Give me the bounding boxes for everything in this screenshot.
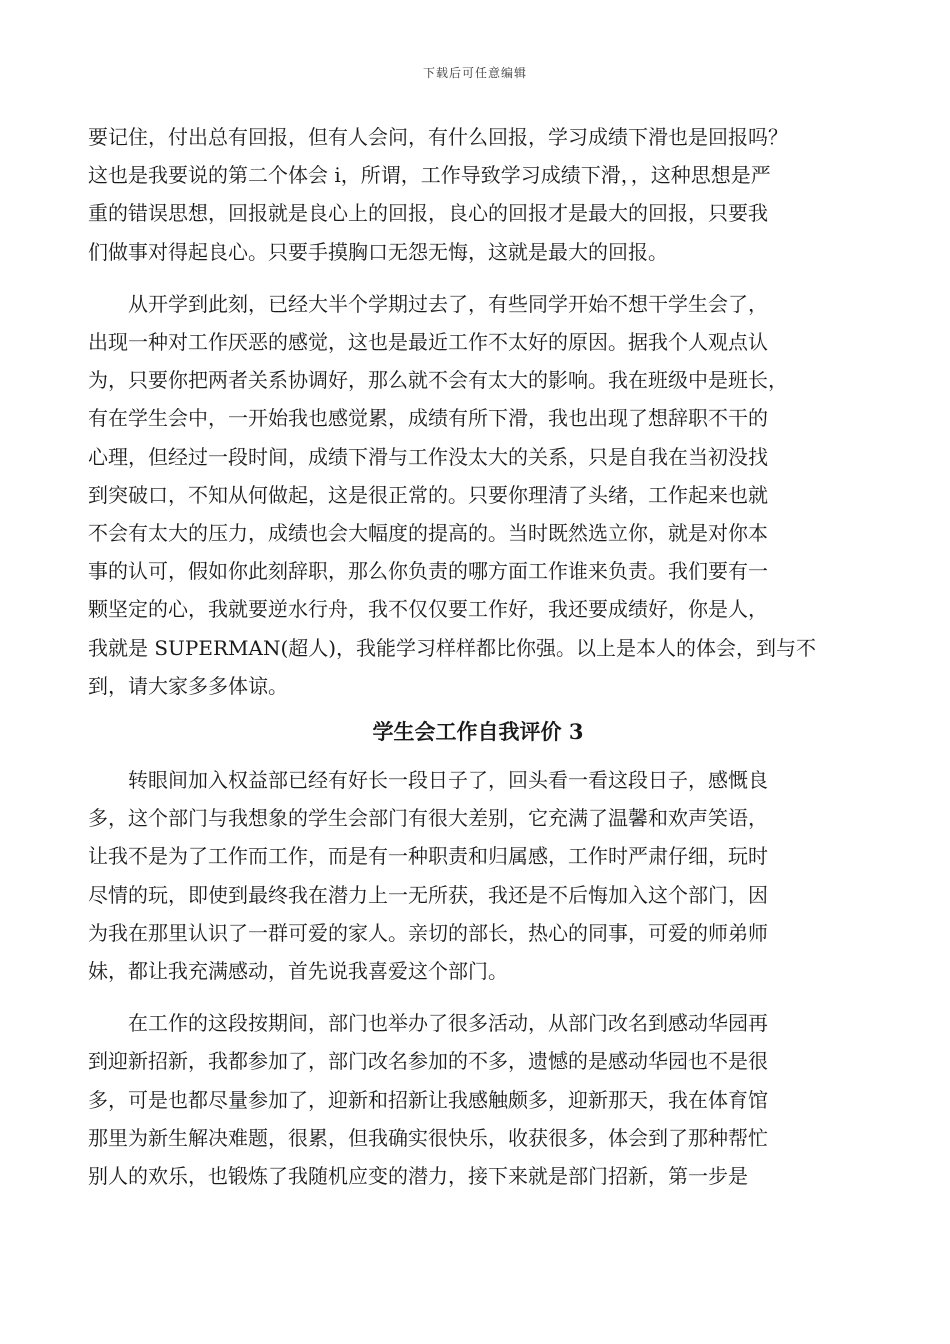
text-line: 多，这个部门与我想象的学生会部门有很大差别，它充满了温馨和欢声笑语，: [88, 806, 768, 831]
paragraph-3: [88, 761, 868, 990]
download-note-header: 下载后可任意编辑: [422, 66, 527, 80]
text-line: 为我在那里认识了一群可爱的家人。亲切的部长，热心的同事，可爱的师弟师: [88, 920, 768, 945]
paragraph-4: [88, 1004, 868, 1195]
text-line: 重的错误思想，回报就是良心上的回报，良心的回报才是最大的回报，只要我: [88, 201, 768, 226]
text-line: 让我不是为了工作而工作，而是有一种职责和归属感，工作时严肃仔细，玩时: [88, 844, 768, 869]
text-line: 到，请大家多多体谅。: [88, 673, 288, 698]
text-line: 心理，但经过一段时间，成绩下滑与工作没太大的关系，只是自我在当初没找: [88, 444, 768, 469]
text-line: 颗坚定的心，我就要逆水行舟，我不仅仅要工作好，我还要成绩好，你是人，: [88, 597, 768, 622]
text-line: 我就是 SUPERMAN(超人)，我能学习样样都比你强。以上是本人的体会，到与不: [88, 635, 817, 660]
paragraph-spacer: [88, 990, 868, 1004]
text-line: 在工作的这段按期间，部门也举办了很多活动，从部门改名到感动华园再: [88, 1011, 768, 1036]
paragraph-1: [88, 118, 868, 271]
paragraph-2: [88, 285, 868, 705]
text-line: 尽情的玩，即使到最终我在潜力上一无所获，我还是不后悔加入这个部门，因: [88, 882, 768, 907]
text-line: 从开学到此刻，已经大半个学期过去了，有些同学开始不想干学生会了，: [88, 291, 768, 316]
document-body: [88, 118, 868, 1195]
text-line: 到突破口，不知从何做起，这是很正常的。只要你理清了头绪，工作起来也就: [88, 482, 768, 507]
text-line: 事的认可，假如你此刻辞职，那么你负责的哪方面工作谁来负责。我们要有一: [88, 559, 768, 584]
text-line: 多，可是也都尽量参加了，迎新和招新让我感触颇多，迎新那天，我在体育馆: [88, 1087, 768, 1112]
text-line: 不会有太大的压力，成绩也会大幅度的提高的。当时既然选立你，就是对你本: [88, 521, 768, 546]
text-line: 出现一种对工作厌恶的感觉，这也是最近工作不太好的原因。据我个人观点认: [88, 330, 768, 355]
text-line: 们做事对得起良心。只要手摸胸口无怨无悔，这就是最大的回报。: [88, 239, 668, 264]
text-line: 这也是我要说的第二个体会 i，所谓，工作导致学习成绩下滑，，这种思想是严: [88, 163, 771, 188]
text-line: 那里为新生解决难题，很累，但我确实很快乐，收获很多，体会到了那种帮忙: [88, 1125, 768, 1150]
paragraph-spacer: [88, 271, 868, 285]
text-line: 要记住，付出总有回报，但有人会问，有什么回报，学习成绩下滑也是回报吗？: [88, 125, 788, 149]
text-line: 有在学生会中，一开始我也感觉累，成绩有所下滑，我也出现了想辞职不干的: [88, 406, 768, 431]
text-line: 到迎新招新，我都参加了，部门改名参加的不多，遗憾的是感动华园也不是很: [88, 1049, 768, 1074]
text-line: 别人的欢乐，也锻炼了我随机应变的潜力，接下来就是部门招新，第一步是: [88, 1164, 748, 1189]
text-line: 为，只要你把两者关系协调好，那么就不会有太大的影响。我在班级中是班长，: [88, 368, 788, 393]
text-line: 转眼间加入权益部已经有好长一段日子了，回头看一看这段日子，感慨良: [88, 768, 768, 793]
section-heading: 学生会工作自我评价 3: [372, 719, 584, 745]
text-line: 妹，都让我充满感动，首先说我喜爱这个部门。: [88, 959, 508, 984]
